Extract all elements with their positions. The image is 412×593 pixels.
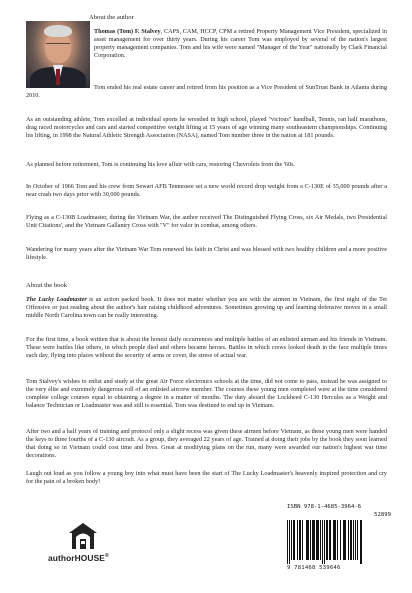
author-name: Thomas (Tom) F. Stalvey	[94, 28, 161, 35]
author-cars-paragraph: As planned before retirement, Tom is continuing his love affair with cars, restoring Chevrolets from the '60s.	[26, 161, 296, 168]
book-training-paragraph: After two and a half years of training and protocol only a slight recess was given these airmen before Vietnam, as these young men were handed the keys to three fourths of a C-130 aircraft. As a group, they averaged 22 years of age. Trained at doing their jobs by the book they soon learned that doing so in Vietnam could cost time and lives. Great at modifying plans on the run, many were awarded our nation's highest war time decorations.	[26, 428, 387, 460]
author-record-paragraph: In October of 1966 Tom and his crew from Sewart AFB Tennessee set a new world record drop weight from a C-130E of 35,000 pounds after a near crash two days prior with 30,000 pounds.	[26, 183, 387, 199]
author-bio-paragraph: Thomas (Tom) F. Stalvey, CAPS, CAM, HCCP, CPM a retired Property Management Vice President, specialized in asset management for over thirty years. During his career Tom was employed by several of the nation's largest property management companies. Tom and his wife were named "Manager of the Year" nationally by Clark Financial Corporation.	[94, 28, 387, 60]
isbn-barcode	[283, 504, 393, 576]
barcode-bars	[287, 520, 391, 564]
barcode-number: 9 781468 539646	[287, 565, 341, 571]
book-intro-paragraph: The Lucky Loadmaster is an action packed book. It does not matter whether you are with the airmen in Vietnam, the first night of the Tet Offensive or just reading about the author's hair raising childhood adventures. Sometimes growing up and learning defensive moves in a small middle North Carolina town can be really interesting.	[26, 296, 387, 320]
book-closing-paragraph: Laugh out loud as you follow a young boy into what must have been the start of The Lucky Loadmaster's heavenly inspired protection and cry for the pain of a broken body!	[26, 470, 387, 486]
author-athlete-paragraph: As an outstanding athlete, Tom excelled at individual sports he wrestled in high school, played "vicious" handball, Tennis, ran half marathons, drag raced motorcycles and cars and started competitive weight lifting at 15 years of age winning many southeastern championships. Continuing his lifting, in 1998 the Natural Athletic Strength Association (NASA), named Tom number three in the nation at 181 pounds.	[26, 116, 387, 140]
authorhouse-house-icon	[68, 522, 98, 550]
author-photo	[26, 21, 90, 88]
isbn-text: ISBN 978-1-4685-3964-6	[287, 504, 362, 510]
about-author-heading: About the author	[89, 14, 134, 21]
book-enlist-paragraph: Tom Stalvey's wishes to enlist and study at the great Air Force electronics schools at the time, did not come to pass, instead he was assigned to the very élite and extremely dangerous roll of an enlisted aircrew member. The courses these young men completed were at the time considered complete college courses equal to obtaining a degree in a matter of months. The duty aboard the Lockheed C-130 Hercules as a Weight and balance Technician or Loadmaster was and still is essential. Tom was destined to end up in Vietnam.	[26, 378, 387, 410]
book-battles-paragraph: For the first time, a book written that is about the honest daily occurrences and multiple battles of an enlisted airman and his friends in Vietnam. These were battles like others, in which people died and others became heroes. Battles in which crews looked death in the face multiple times each day, flying into places without the security of arms or cover, the stress of actual war.	[26, 336, 387, 360]
publisher-name: authorHOUSE®	[48, 553, 109, 563]
book-title: The Lucky Loadmaster	[26, 296, 87, 303]
about-book-heading: About the book	[26, 282, 68, 289]
author-medals-paragraph: Flying as a C-130B Loadmaster, during the Vietnam War, the author received The Distinguished Flying Cross, six Air Medals, two Presidential Unit Citations', and the Vietnam Gallantry Cross with "V" for valor in combat, among others.	[26, 214, 387, 230]
price-code: 52899	[374, 512, 391, 518]
author-faith-paragraph: Wandering for many years after the Vietnam War Tom renewed his faith in Christ and was blessed with two healthy children and a more positive lifestyle.	[26, 246, 387, 262]
publisher-logo	[48, 522, 120, 568]
author-retirement-paragraph: Tom ended his real estate career and retired from his position as a Vice President of SunTrust Bank in Atlanta during 2010.	[26, 84, 387, 100]
